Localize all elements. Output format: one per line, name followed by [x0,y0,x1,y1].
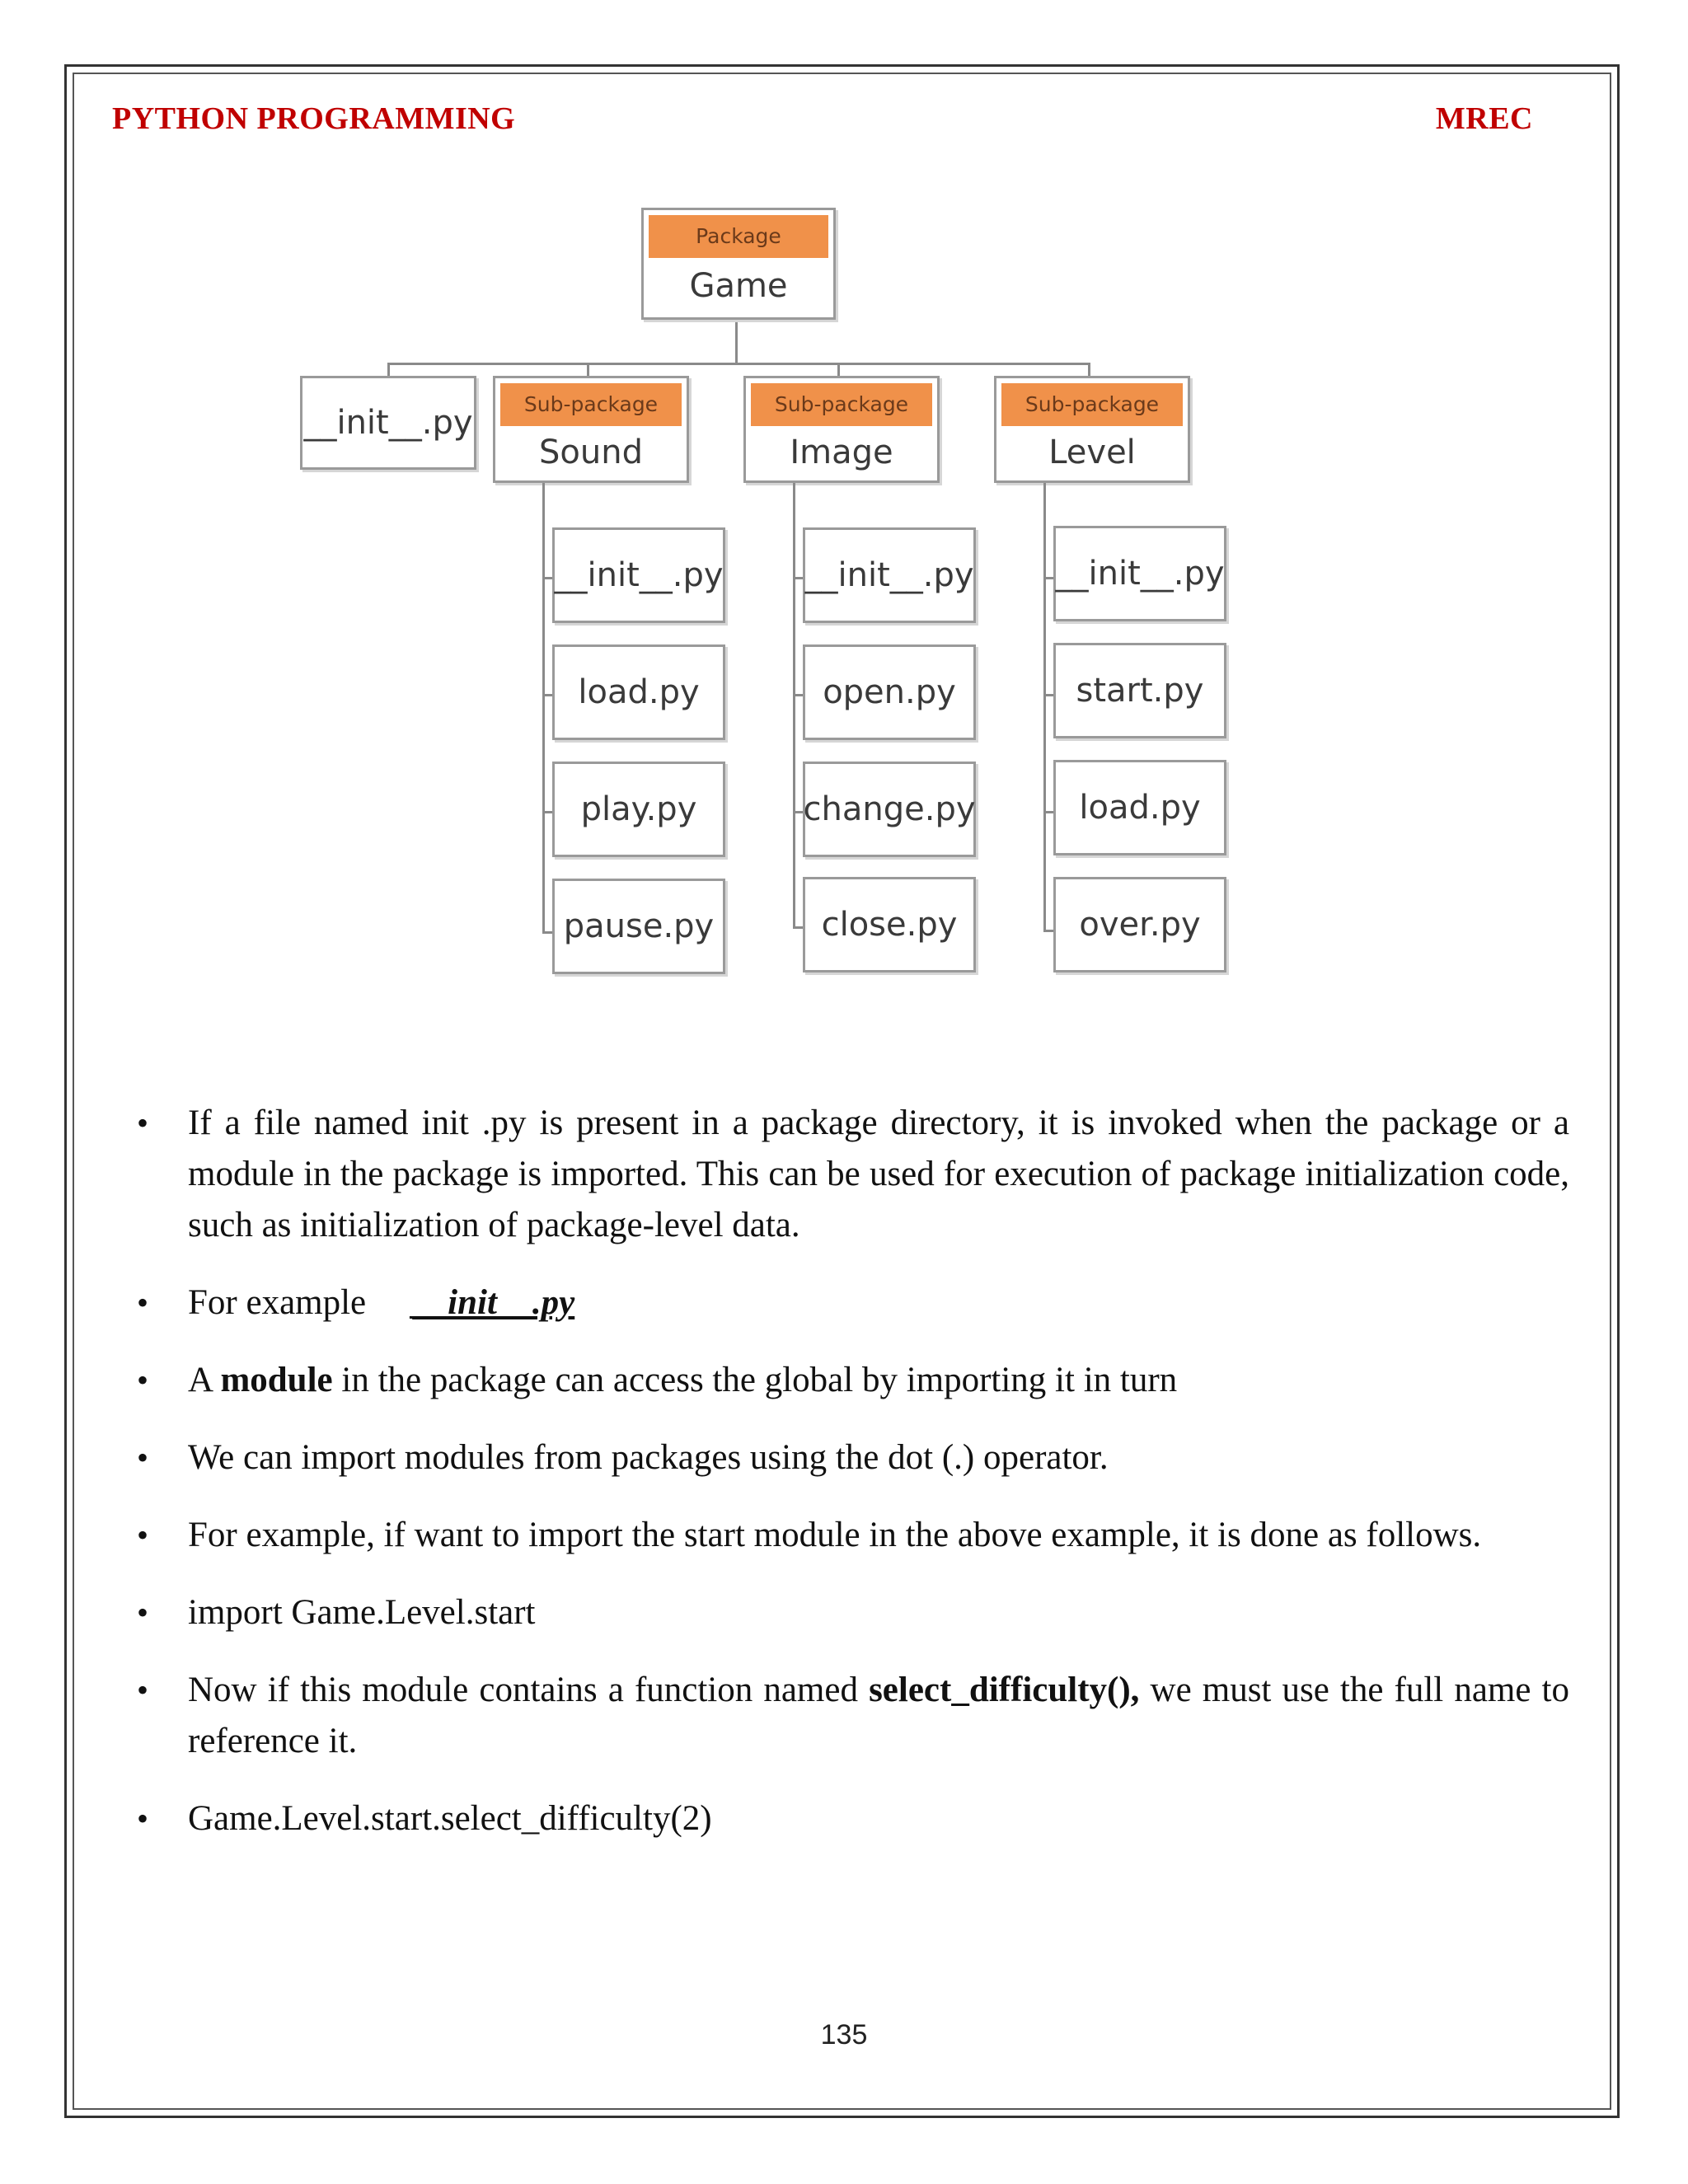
package-game-box [641,208,836,320]
file-name: change.py [803,790,976,828]
bullet-text: For example [188,1283,367,1322]
image-vertical-line [793,483,795,928]
package-diagram [0,0,1688,1038]
bullet-bold: module [220,1361,333,1399]
root-init-file-box [300,376,476,470]
header-left: PYTHON PROGRAMMING [112,101,516,136]
list-item [188,1793,1569,1844]
bullet-text: in the package can access the global by importing it in turn [332,1361,1178,1399]
list-item [188,1587,1569,1638]
header-right: MREC [1435,101,1533,136]
branch-horizontal-line [387,363,1090,365]
file-box [803,527,976,623]
image-tick [793,926,803,929]
root-init-file-name: __init__.py [303,404,473,442]
file-box [803,877,976,972]
subpackage-name: Level [1048,434,1136,471]
level-vertical-line [1043,483,1046,931]
image-tick [793,811,803,813]
subpackage-name: Image [790,434,893,471]
file-name: open.py [823,673,956,711]
bullet-text: Game.Level.start.select_difficulty(2) [188,1799,712,1838]
list-item [188,1355,1569,1406]
bullet-text: Now if this module contains a function named [188,1671,870,1709]
sound-tick [542,577,552,579]
file-box [803,644,976,740]
bullet-text: We can import modules from packages using the dot (.) operator. [188,1438,1109,1477]
file-box [552,762,725,857]
file-name: load.py [1079,789,1201,827]
file-name: __init__.py [804,556,974,594]
subpackage-image-box [743,376,940,483]
bullet-text: A [188,1361,221,1399]
file-box [1053,877,1226,972]
file-box [803,762,976,857]
subpackage-name: Sound [539,434,643,471]
file-name: pause.py [563,907,715,945]
list-item [188,1098,1569,1251]
file-name: over.py [1079,906,1201,944]
file-name: __init__.py [1055,555,1225,593]
file-box [552,644,725,740]
subpackage-tag: Sub-package [751,383,932,426]
file-name: close.py [821,906,958,944]
file-box [1053,526,1226,621]
list-item [188,1510,1569,1561]
sound-tick [542,694,552,696]
level-tick [1043,694,1053,696]
subpackage-sound-box [493,376,689,483]
file-name: __init__.py [554,556,724,594]
bullet-text: For example, if want to import the start module in the above example, it is done as follows. [188,1516,1482,1554]
sound-vertical-line [542,483,545,933]
list-item [188,1665,1569,1767]
level-tick [1043,577,1053,579]
page-number: 135 [820,2019,868,2050]
bullet-list [188,1098,1569,1844]
package-tag: Package [649,215,828,258]
level-tick [1043,811,1053,813]
image-tick [793,694,803,696]
bullet-text: import Game.Level.start [188,1593,536,1632]
image-tick [793,577,803,579]
file-box [1053,643,1226,738]
root-stem-line [735,318,738,364]
subpackage-tag: Sub-package [1001,383,1183,426]
file-name: start.py [1076,672,1204,710]
bullet-text: If a file named init .py is present in a package directory, it is invoked when the package or a module in the package is imported. This can be used for execution of package initialization code, such as initialization of package-level data. [188,1104,1569,1244]
level-tick [1043,930,1053,932]
bullet-emphasis: __init__.py [412,1283,575,1322]
file-box [1053,760,1226,855]
file-name: load.py [578,673,700,711]
file-box [552,879,725,974]
sound-tick [542,931,552,934]
package-name: Game [689,267,788,305]
list-item [188,1277,1569,1329]
list-item [188,1432,1569,1483]
subpackage-tag: Sub-package [500,383,682,426]
bullet-bold: select_difficulty(), [869,1671,1140,1709]
subpackage-level-box [994,376,1190,483]
sound-tick [542,811,552,813]
bullet-text: we must use the full name to reference it. [188,1671,1569,1760]
file-box [552,527,725,623]
file-name: play.py [580,790,697,828]
